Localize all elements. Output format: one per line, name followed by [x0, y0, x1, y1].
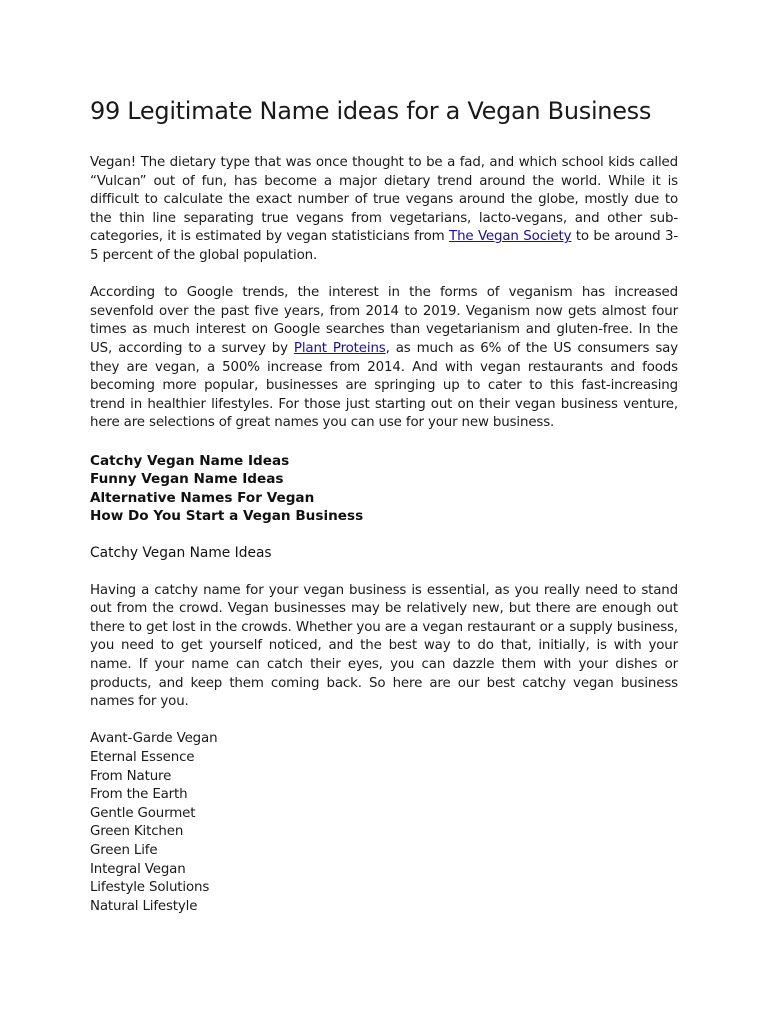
toc-item-catchy[interactable]: Catchy Vegan Name Ideas	[90, 452, 290, 469]
list-item: Green Kitchen	[90, 824, 184, 840]
list-item: Avant-Garde Vegan	[90, 731, 218, 747]
list-item: From the Earth	[90, 787, 188, 803]
intro-text-2: to be around 3-5 percent of the global population.	[90, 229, 679, 263]
list-item: Lifestyle Solutions	[90, 880, 210, 896]
trends-paragraph	[90, 284, 678, 433]
vegan-society-link[interactable]: The Vegan Society	[449, 229, 572, 245]
list-item: Natural Lifestyle	[90, 898, 198, 914]
page-title: 99 Legitimate Name ideas for a Vegan Business	[90, 97, 652, 125]
list-item: Eternal Essence	[90, 750, 195, 765]
intro-text-1: Vegan! The dietary type that was once thought to be a fad, and which school kids called “Vulcan” out of fun, has become a major dietary trend around the world. While it is difficult to calculate the exact number of true vegans around the globe, mostly due to the thin line separating true vegans from vegetarians, lacto-vegans, and other sub-categories, it is estimated by vegan statisticians from	[90, 155, 678, 245]
intro-paragraph	[90, 154, 678, 266]
document-page	[90, 95, 678, 916]
list-item: Integral Vegan	[90, 861, 186, 877]
list-item: From Nature	[90, 768, 172, 784]
toc-item-alternative[interactable]: Alternative Names For Vegan	[90, 489, 315, 506]
list-item: Gentle Gourmet	[90, 805, 196, 821]
toc-item-start-business[interactable]: How Do You Start a Vegan Business	[90, 508, 364, 525]
plant-proteins-link[interactable]: Plant Proteins	[293, 340, 386, 356]
toc-item-funny[interactable]: Funny Vegan Name Ideas	[90, 471, 284, 488]
list-item: Green Life	[90, 842, 158, 858]
section-heading-catchy: Catchy Vegan Name Ideas	[90, 545, 272, 562]
trends-text-1: According to Google trends, the interest in the forms of veganism has increased sevenfold over the past five years, from 2014 to 2019. Veganism now gets almost four times as much interest on Google searches than vegetarianism and gluten-free. In the US, according to a survey by	[90, 285, 678, 356]
trends-text-2: , as much as 6% of the US consumers say they are vegan, a 500% increase from 2014. And with vegan restaurants and foods becoming more popular, businesses are springing up to cater to this fast-increasing trend in healthier lifestyles. For those just starting out on their vegan business venture, here are selections of great names you can use for your new business.	[90, 340, 678, 431]
catchy-section-paragraph: Having a catchy name for your vegan business is essential, as you really need to stand out from the crowd. Vegan businesses may be relatively new, but there are enough out there to get lost in the crowds. Whether you are a vegan restaurant or a supply business, you need to get yourself noticed, and the best way to do that, initially, is with your name. If your name can catch their eyes, you can dazzle them with your dishes or products, and keep them coming back. So here are our best catchy vegan business names for you.	[90, 582, 678, 710]
table-of-contents	[90, 452, 678, 526]
name-list	[90, 730, 678, 916]
